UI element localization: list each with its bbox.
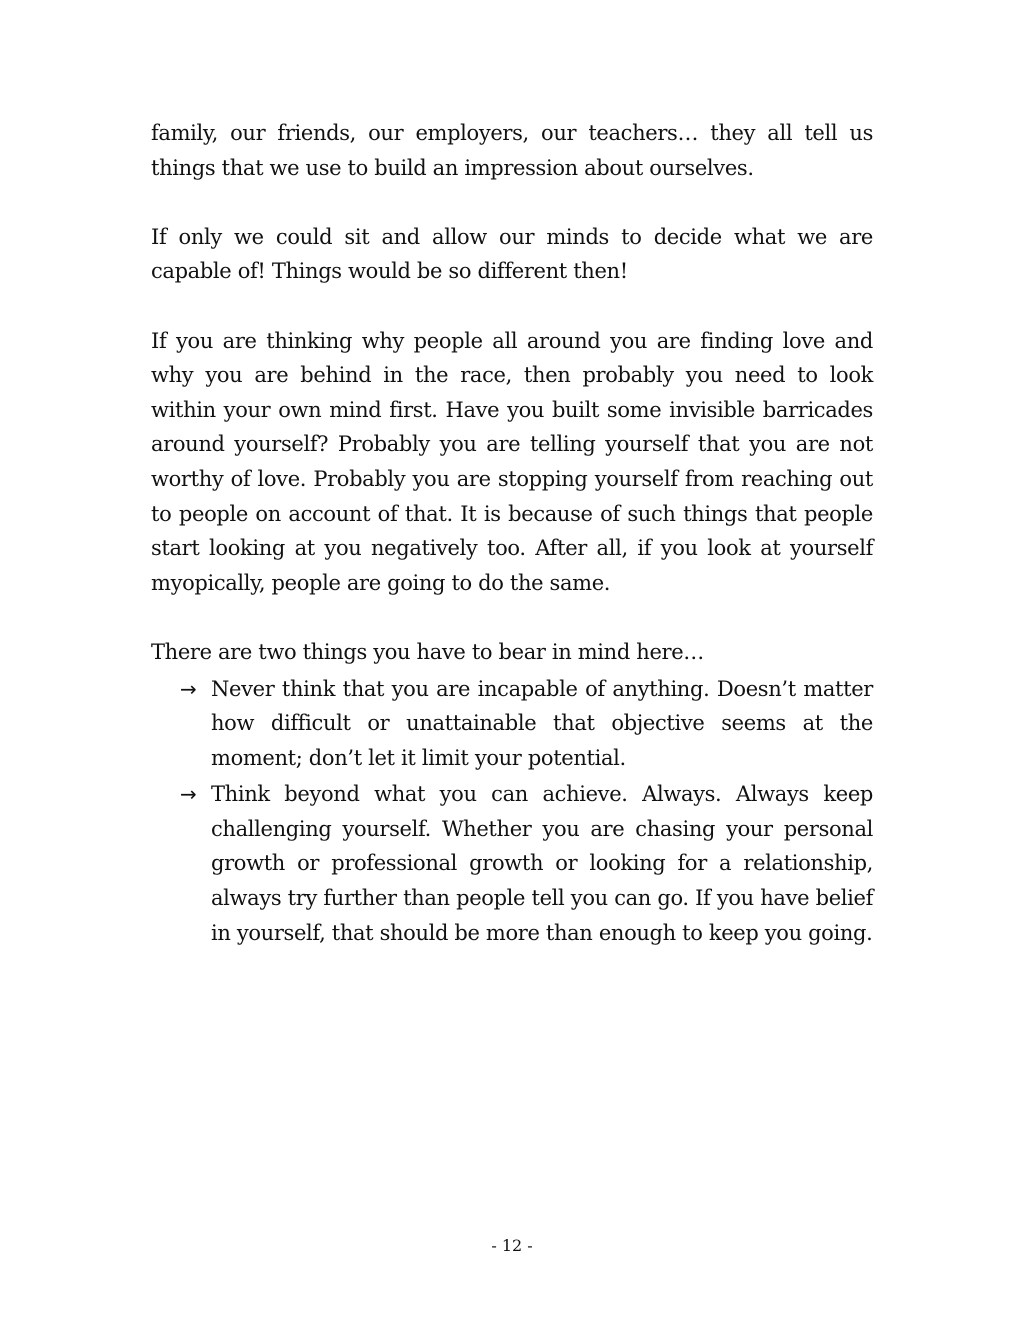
paragraph-2: If only we could sit and allow our minds to decide what we are capable of! Things would be so different then! xyxy=(151,224,873,284)
paragraph-1: family, our friends, our employers, our teachers… they all tell us things that we use to build an impression about ourselves. xyxy=(151,121,873,180)
bullet-text: Never think that you are incapable of anything. Doesn’t matter how difficult or unattainable that objective seems at the moment; don’t let it limit your potential. xyxy=(211,676,873,770)
arrow-right-icon: → xyxy=(180,782,197,807)
list-item xyxy=(151,672,873,776)
list-intro: There are two things you have to bear in mind here… xyxy=(151,639,704,664)
paragraph-3: If you are thinking why people all around you are finding love and why you are behind in the race, then probably you need to look within your own mind first. Have you built some invisible barricades around yourself? Probably you are telling yourself that you are not worthy of love. Probably you are stopping yourself from reaching out to people on account of that. It is because of such things that people start looking at you negatively too. After all, if you look at yourself myopically, people are going to do the same. xyxy=(151,328,873,595)
bullet-list xyxy=(151,672,873,951)
bullet-text: Think beyond what you can achieve. Always. Always keep challenging yourself. Whether you are chasing your personal growth or professional growth or looking for a relationship, always try further than people tell you can go. If you have belief in yourself, that should be more than enough to keep you going. xyxy=(211,782,873,945)
page-number: - 12 - xyxy=(491,1236,533,1255)
page-content xyxy=(151,116,873,952)
list-item xyxy=(151,777,873,950)
arrow-right-icon: → xyxy=(180,676,197,701)
